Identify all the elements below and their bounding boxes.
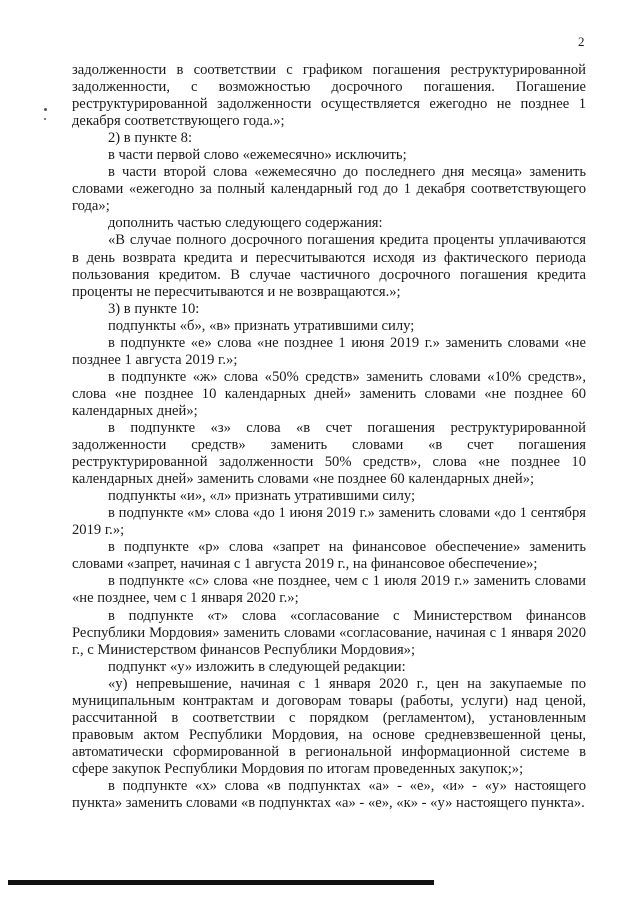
paragraph: подпункт «у» изложить в следующей редакции: bbox=[108, 658, 406, 675]
paragraph: в подпункте «р» слова «запрет на финансовое обеспечение» заменить словами «запрет, начиная с 1 августа 2019 г., на финансовое обеспечение»; bbox=[72, 539, 586, 573]
paragraph: подпункты «и», «л» признать утратившими силу; bbox=[108, 488, 416, 505]
paragraph: в части второй слова «ежемесячно до последнего дня месяца» заменить словами «ежегодно за полный календарный год до 1 декабря соответствующего года»; bbox=[72, 164, 586, 215]
paragraph: задолженности в соответствии с графиком погашения реструктурированной задолженности, с возможностью досрочного погашения. Погашение реструктурированной задолженности осуществляется ежегодно не позднее 1 декабря соответствующего года.»; bbox=[72, 62, 586, 130]
scan-edge-line bbox=[8, 880, 434, 885]
paragraph: в подпункте «т» слова «согласование с Министерством финансов Республики Мордовия» заменить словами «согласование, начиная с 1 января 2020 г., с Министерством финансов Республики Мордовия»; bbox=[72, 607, 586, 658]
scan-speck bbox=[44, 108, 47, 111]
paragraph: «у) непревышение, начиная с 1 января 2020 г., цен на закупаемые по муниципальным контрактам и договорам товары (работы, услуги) над ценой, рассчитанной в соответствии с порядком (регламентом), установленным правовым актом Республики Мордовия, на основе средневзвешенной цены, автоматически сформированной в региональной информационной системе в сфере закупок Республики Мордовия по итогам проведенных закупок;»; bbox=[72, 675, 586, 777]
paragraph: в подпункте «ж» слова «50% средств» заменить словами «10% средств», слова «не позднее 10 календарных дней» заменить словами «не позднее 60 календарных дней»; bbox=[72, 368, 586, 419]
paragraph: в подпункте «м» слова «до 1 июня 2019 г.» заменить словами «до 1 сентября 2019 г.»; bbox=[72, 505, 586, 539]
document-body bbox=[72, 62, 586, 812]
paragraph: в подпункте «х» слова «в подпунктах «а» - «е», «и» - «у» настоящего пункта» заменить словами «в подпунктах «а» - «е», «к» - «у» настоящего пункта». bbox=[72, 777, 586, 812]
page-number: 2 bbox=[578, 34, 585, 49]
paragraph: 3) в пункте 10: bbox=[108, 300, 200, 317]
paragraph: 2) в пункте 8: bbox=[108, 130, 193, 147]
paragraph: в подпункте «е» слова «не позднее 1 июня 2019 г.» заменить словами «не позднее 1 августа 2019 г.»; bbox=[72, 334, 586, 368]
paragraph: в подпункте «з» слова «в счет погашения реструктурированной задолженности средств» заменить словами «в счет погашения реструктурированной задолженности 50% средств», слова «не позднее 10 календарных дней» заменить словами «не позднее 60 календарных дней»; bbox=[72, 419, 586, 488]
paragraph: в части первой слово «ежемесячно» исключить; bbox=[108, 147, 407, 164]
paragraph: «В случае полного досрочного погашения кредита проценты уплачиваются в день возврата кредита и пересчитываются исходя из фактического периода пользования кредитом. В случае частичного досрочного погашения кредита проценты не пересчитываются и не возвращаются.»; bbox=[72, 232, 586, 300]
paragraph: дополнить частью следующего содержания: bbox=[108, 215, 383, 232]
scan-speck bbox=[44, 118, 46, 120]
paragraph: подпункты «б», «в» признать утратившими силу; bbox=[108, 317, 415, 334]
paragraph: в подпункте «с» слова «не позднее, чем с 1 июля 2019 г.» заменить словами «не позднее, чем с 1 января 2020 г.»; bbox=[72, 573, 586, 607]
